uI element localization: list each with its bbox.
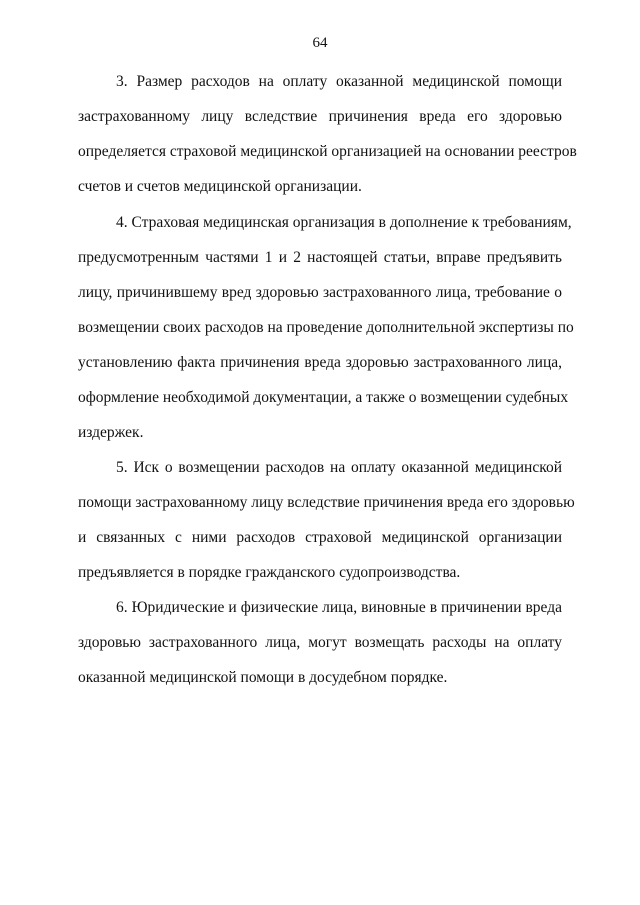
paragraph-3-line-4: счетов и счетов медицинской организации. bbox=[78, 178, 362, 195]
paragraph-5-line-4: предъявляется в порядке гражданского судопроизводства. bbox=[78, 564, 461, 581]
paragraph-3-line-2: застрахованному лицу вследствие причинения вреда его здоровью bbox=[78, 108, 562, 125]
paragraph-4-line-1: 4. Страховая медицинская организация в дополнение к требованиям, bbox=[116, 214, 572, 231]
paragraph-6-line-1: 6. Юридические и физические лица, виновные в причинении вреда bbox=[116, 599, 562, 616]
paragraph-4-line-5: установлению факта причинения вреда здоровью застрахованного лица, bbox=[78, 354, 562, 371]
paragraph-4-line-2: предусмотренным частями 1 и 2 настоящей статьи, вправе предъявить bbox=[78, 249, 562, 266]
paragraph-5-line-2: помощи застрахованному лицу вследствие причинения вреда его здоровью bbox=[78, 494, 575, 511]
paragraph-5-line-1: 5. Иск о возмещении расходов на оплату оказанной медицинской bbox=[116, 459, 562, 476]
paragraph-4-line-4: возмещении своих расходов на проведение дополнительной экспертизы по bbox=[78, 319, 574, 336]
paragraph-3-line-1: 3. Размер расходов на оплату оказанной медицинской помощи bbox=[116, 73, 562, 90]
paragraph-4-line-6: оформление необходимой документации, а также о возмещении судебных bbox=[78, 389, 569, 406]
paragraph-4-line-7: издержек. bbox=[78, 424, 144, 441]
paragraph-3-line-3: определяется страховой медицинской организацией на основании реестров bbox=[78, 143, 577, 160]
paragraph-6-line-2: здоровью застрахованного лица, могут возмещать расходы на оплату bbox=[78, 634, 562, 651]
paragraph-6-line-3: оказанной медицинской помощи в досудебном порядке. bbox=[78, 669, 448, 686]
paragraph-4-line-3: лицу, причинившему вред здоровью застрахованного лица, требование о bbox=[78, 284, 562, 301]
page-number: 64 bbox=[312, 35, 328, 51]
paragraph-5-line-3: и связанных с ними расходов страховой медицинской организации bbox=[78, 529, 562, 546]
